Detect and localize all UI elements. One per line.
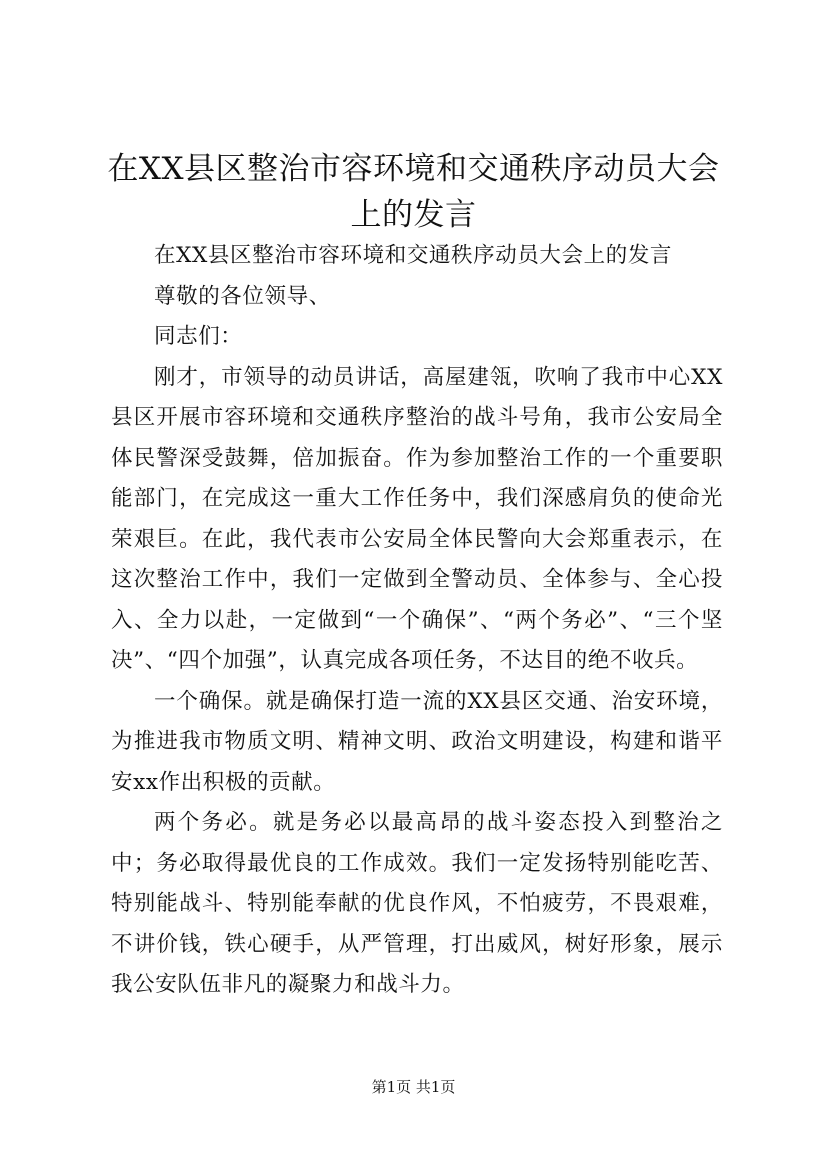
paragraph-subtitle: 在XX县区整治市容环境和交通秩序动员大会上的发言 — [154, 243, 673, 268]
paragraph-salutation-2: 同志们： — [154, 324, 243, 349]
document-body — [111, 236, 723, 1006]
paragraph-two-musts: 两个务必。就是务必以最高昂的战斗姿态投入到整治之中；务必取得最优良的工作成效。我们一定发扬特别能吃苦、特别能战斗、特别能奉献的优良作风，不怕疲劳，不畏艰难，不讲价钱，铁心硬手，从严管理，打出威风，树好形象，展示我公安队伍非凡的凝聚力和战斗力。 — [111, 810, 723, 997]
paragraph-one-guarantee: 一个确保。就是确保打造一流的XX县区交通、治安环境，为推进我市物质文明、精神文明、政治文明建设，构建和谐平安xx作出积极的贡献。 — [111, 688, 723, 795]
document-title: 在XX县区整治市容环境和交通秩序动员大会上的发言 — [107, 151, 720, 233]
paragraph-intro: 刚才，市领导的动员讲话，高屋建瓴，吹响了我市中心XX县区开展市容环境和交通秩序整治的战斗号角，我市公安局全体民警深受鼓舞，倍加振奋。作为参加整治工作的一个重要职能部门，在完成这一重大工作任务中，我们深感肩负的使命光荣艰巨。在此，我代表市公安局全体民警向大会郑重表示，在这次整治工作中，我们一定做到全警动员、全体参与、全心投入、全力以赴，一定做到“一个确保”、“两个务必”、“三个坚决”、“四个加强”，认真完成各项任务，不达目的绝不收兵。 — [111, 364, 723, 673]
page-number-label: 第1页 共1页 — [371, 1078, 456, 1096]
paragraph-salutation-1: 尊敬的各位领导、 — [154, 283, 331, 309]
page-footer — [0, 1077, 827, 1097]
